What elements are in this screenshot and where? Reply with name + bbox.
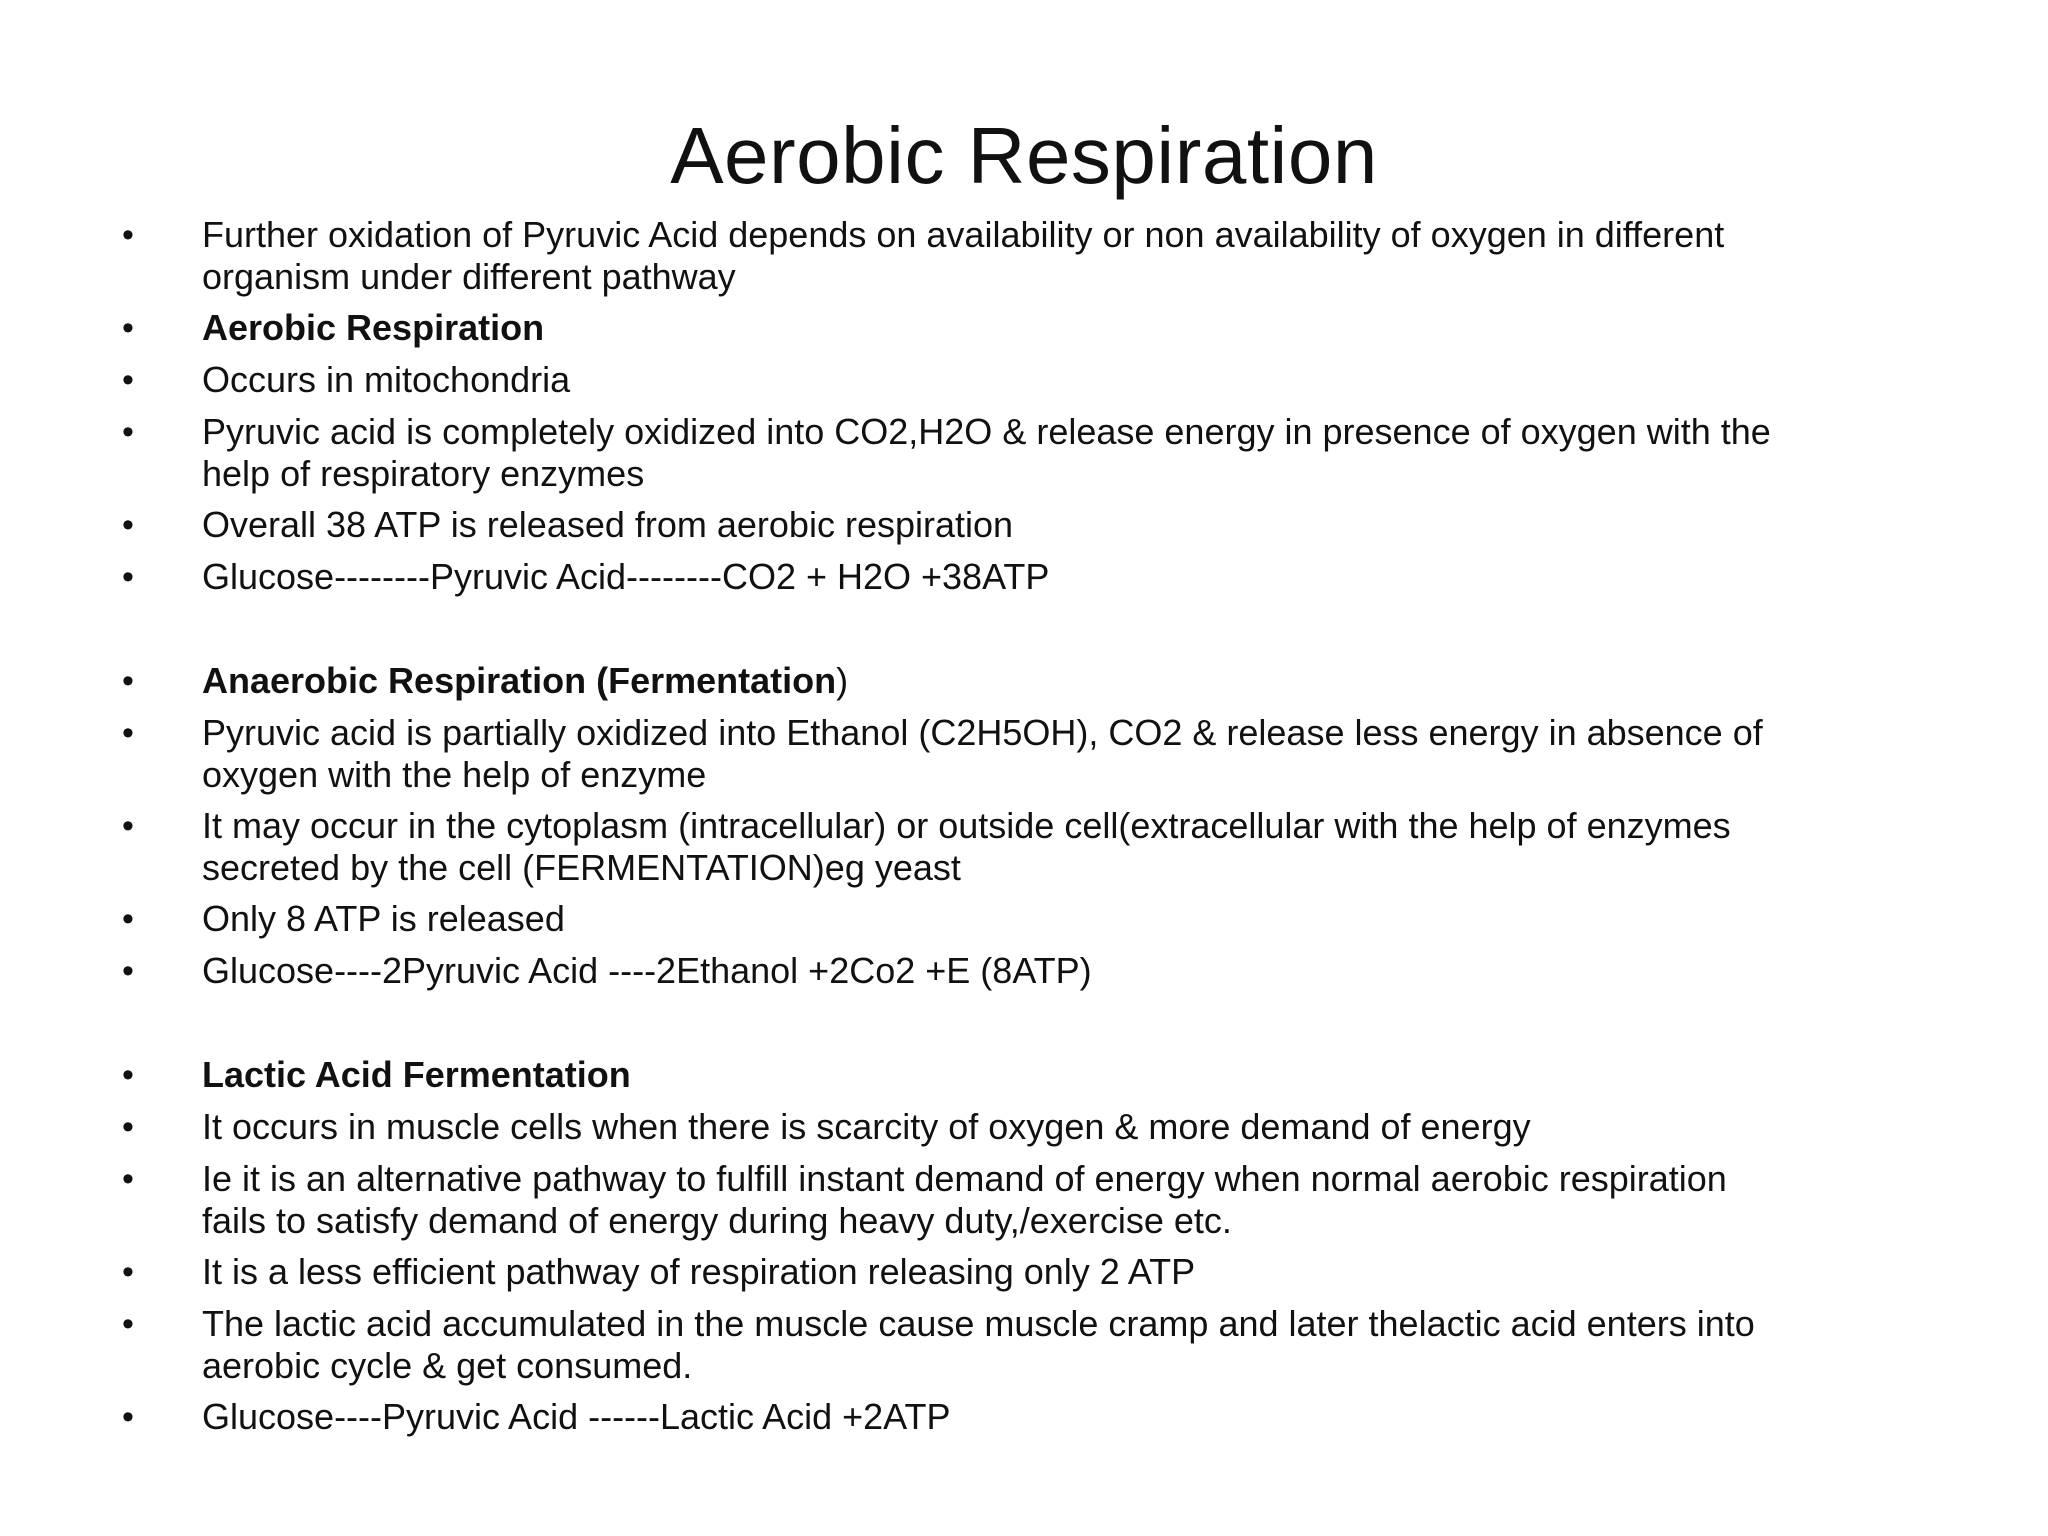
bullet-text	[202, 805, 1942, 889]
bullet-glyph: •	[122, 807, 134, 845]
section-heading-rest: )	[836, 660, 849, 701]
bullet-glyph: •	[122, 1160, 134, 1198]
section-heading: Lactic Acid Fermentation	[202, 1054, 631, 1095]
bullet-text: It occurs in muscle cells when there is scarcity of oxygen & more demand of energy	[202, 1106, 1531, 1147]
bullet-text-line: The lactic acid accumulated in the muscle cause muscle cramp and later thelactic acid enters into	[202, 1303, 1755, 1344]
bullet-glyph: •	[122, 506, 134, 544]
bullet-text-line: It may occur in the cytoplasm (intracellular) or outside cell(extracellular with the help of enzymes	[202, 805, 1731, 846]
bullet-text: Overall 38 ATP is released from aerobic respiration	[202, 504, 1014, 545]
bullet-glyph: •	[122, 558, 134, 596]
equation-text: Glucose----Pyruvic Acid ------Lactic Acid +2ATP	[202, 1396, 951, 1437]
bullet-glyph: •	[122, 413, 134, 451]
bullet-text-line: Further oxidation of Pyruvic Acid depends on availability or non availability of oxygen in different	[202, 214, 1725, 255]
bullet-text-line: oxygen with the help of enzyme	[202, 754, 707, 795]
bullet-glyph: •	[122, 1305, 134, 1343]
bullet-text-line: secreted by the cell (FERMENTATION)eg yeast	[202, 847, 961, 888]
bullet-glyph: •	[122, 361, 134, 399]
bullet-text	[202, 1158, 1942, 1242]
equation-text: Glucose----2Pyruvic Acid ----2Ethanol +2Co2 +E (8ATP)	[202, 950, 1092, 991]
bullet-glyph: •	[122, 900, 134, 938]
section-heading-bold: Anaerobic Respiration (Fermentation	[202, 660, 837, 701]
bullet-glyph: •	[122, 1056, 134, 1094]
bullet-text-line: Pyruvic acid is partially oxidized into Ethanol (C2H5OH), CO2 & release less energy in absence of	[202, 712, 1763, 753]
slide-title: Aerobic Respiration	[670, 111, 1378, 200]
bullet-text-line: Pyruvic acid is completely oxidized into CO2,H2O & release energy in presence of oxygen with the	[202, 411, 1771, 452]
bullet-text: Occurs in mitochondria	[202, 359, 571, 400]
bullet-glyph: •	[122, 309, 134, 347]
bullet-text: It is a less efficient pathway of respiration releasing only 2 ATP	[202, 1251, 1196, 1292]
bullet-text-line: organism under different pathway	[202, 256, 736, 297]
bullet-text-line: help of respiratory enzymes	[202, 453, 645, 494]
bullet-glyph: •	[122, 952, 134, 990]
bullet-text	[202, 411, 1942, 495]
bullet-text	[202, 214, 1942, 298]
bullet-text-line: aerobic cycle & get consumed.	[202, 1345, 693, 1386]
bullet-glyph: •	[122, 1108, 134, 1146]
bullet-text	[202, 712, 1942, 796]
bullet-glyph: •	[122, 662, 134, 700]
equation-text: Glucose--------Pyruvic Acid--------CO2 + H2O +38ATP	[202, 556, 1050, 597]
bullet-glyph: •	[122, 216, 134, 254]
section-heading: Aerobic Respiration	[202, 307, 545, 348]
bullet-glyph: •	[122, 1253, 134, 1291]
section-heading	[202, 660, 1942, 702]
bullet-glyph: •	[122, 714, 134, 752]
bullet-text: Only 8 ATP is released	[202, 898, 565, 939]
bullet-text-line: fails to satisfy demand of energy during heavy duty,/exercise etc.	[202, 1200, 1232, 1241]
bullet-text-line: Ie it is an alternative pathway to fulfill instant demand of energy when normal aerobic respiration	[202, 1158, 1727, 1199]
bullet-glyph: •	[122, 1398, 134, 1436]
bullet-text	[202, 1303, 1942, 1387]
